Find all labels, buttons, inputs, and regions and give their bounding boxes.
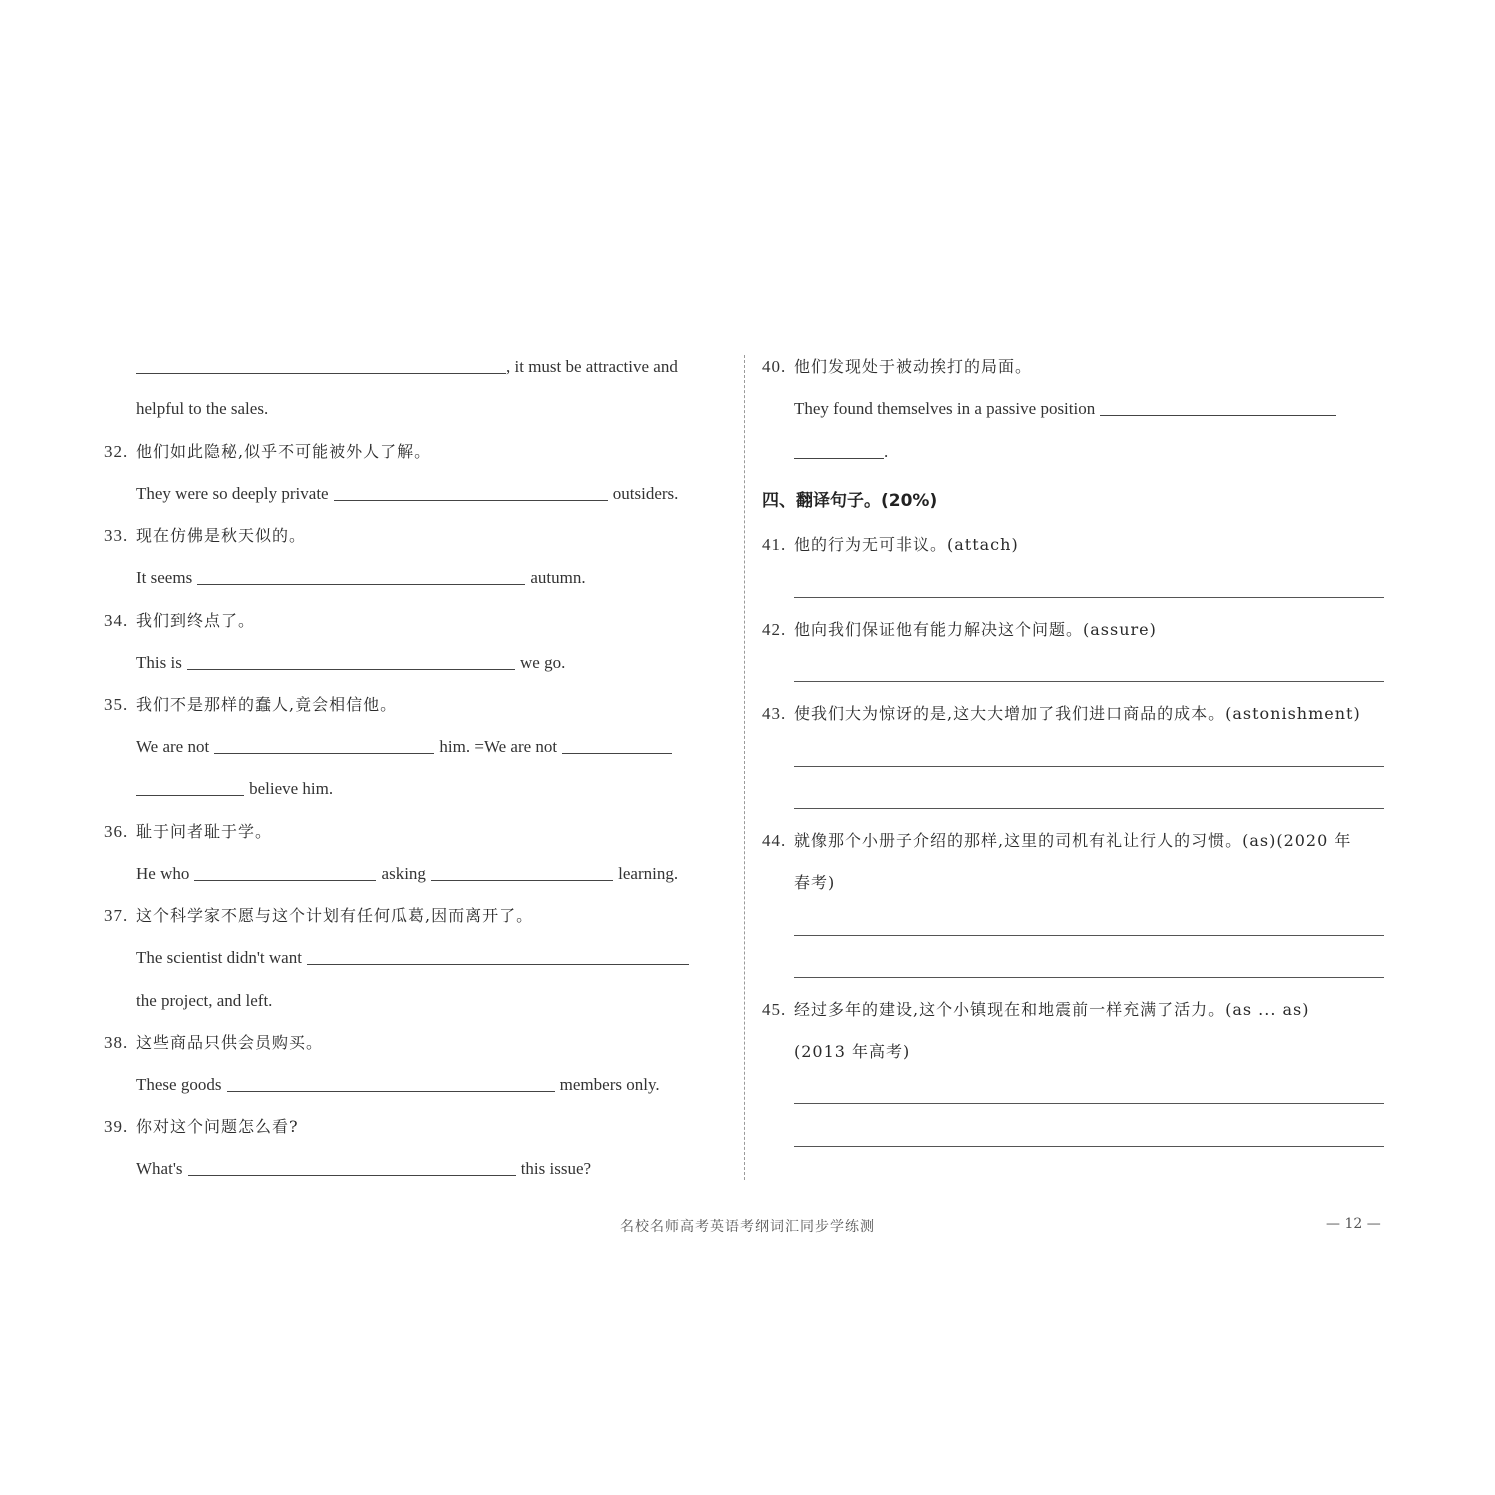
question-32-chinese: 32. 他们如此隐秘,似乎不可能被外人了解。 bbox=[104, 442, 432, 461]
answer-line[interactable] bbox=[794, 766, 1384, 767]
answer-blank[interactable] bbox=[431, 864, 613, 881]
answer-line[interactable] bbox=[794, 1146, 1384, 1147]
answer-blank[interactable] bbox=[136, 779, 244, 796]
answer-line[interactable] bbox=[794, 597, 1384, 598]
column-divider bbox=[744, 355, 745, 1180]
question-38-english: These goods members only. bbox=[136, 1075, 660, 1094]
question-44-chinese-line2: 春考) bbox=[794, 873, 836, 892]
question-38-chinese: 38. 这些商品只供会员购买。 bbox=[104, 1033, 324, 1052]
answer-line[interactable] bbox=[794, 1103, 1384, 1104]
question-35-english: We are not him. =We are not bbox=[136, 736, 672, 758]
question-40-english-line2: . bbox=[794, 441, 888, 463]
answer-blank[interactable] bbox=[194, 864, 376, 881]
answer-blank[interactable] bbox=[197, 568, 525, 585]
question-35-chinese: 35. 我们不是那样的蠢人,竟会相信他。 bbox=[104, 695, 398, 714]
q31-continuation-line2: helpful to the sales. bbox=[136, 399, 269, 418]
q31-continuation: , it must be attractive and bbox=[136, 356, 678, 378]
question-34-english: This is we go. bbox=[136, 653, 566, 672]
question-44-chinese: 44. 就像那个小册子介绍的那样,这里的司机有礼让行人的习惯。(as)(2020 年 bbox=[762, 831, 1352, 850]
question-37-chinese: 37. 这个科学家不愿与这个计划有任何瓜葛,因而离开了。 bbox=[104, 906, 534, 925]
answer-blank[interactable] bbox=[1100, 399, 1336, 416]
section-heading: 四、翻译句子。(20%) bbox=[762, 491, 938, 511]
question-41-chinese: 41. 他的行为无可非议。(attach) bbox=[762, 535, 1019, 554]
answer-blank[interactable] bbox=[214, 737, 434, 754]
answer-blank[interactable] bbox=[187, 653, 515, 670]
question-37-english: The scientist didn't want bbox=[136, 947, 689, 969]
answer-blank[interactable] bbox=[334, 484, 608, 501]
question-43-chinese: 43. 使我们大为惊讶的是,这大大增加了我们进口商品的成本。(astonishment) bbox=[762, 704, 1361, 723]
question-40-english: They found themselves in a passive position bbox=[794, 398, 1336, 420]
question-32-english: They were so deeply private outsiders. bbox=[136, 484, 679, 503]
question-42-chinese: 42. 他向我们保证他有能力解决这个问题。(assure) bbox=[762, 620, 1157, 639]
answer-blank[interactable] bbox=[562, 737, 672, 754]
question-33-chinese: 33. 现在仿佛是秋天似的。 bbox=[104, 526, 307, 545]
question-33-english: It seems autumn. bbox=[136, 568, 586, 587]
answer-blank[interactable] bbox=[307, 948, 689, 965]
question-37-english-line2: the project, and left. bbox=[136, 991, 273, 1010]
answer-line[interactable] bbox=[794, 681, 1384, 682]
answer-blank[interactable] bbox=[227, 1075, 555, 1092]
answer-blank[interactable] bbox=[136, 357, 506, 374]
question-36-chinese: 36. 耻于问者耻于学。 bbox=[104, 822, 273, 841]
question-40-chinese: 40. 他们发现处于被动挨打的局面。 bbox=[762, 357, 1033, 376]
answer-line[interactable] bbox=[794, 808, 1384, 809]
question-39-english: What's this issue? bbox=[136, 1159, 592, 1178]
answer-blank[interactable] bbox=[188, 1159, 516, 1176]
answer-blank[interactable] bbox=[794, 442, 884, 459]
question-45-chinese: 45. 经过多年的建设,这个小镇现在和地震前一样充满了活力。(as ... as) bbox=[762, 1000, 1310, 1019]
answer-line[interactable] bbox=[794, 977, 1384, 978]
footer-book-title: 名校名师高考英语考纲词汇同步学练测 bbox=[620, 1219, 875, 1235]
question-39-chinese: 39. 你对这个问题怎么看? bbox=[104, 1117, 299, 1136]
page-number: — 12 — bbox=[1326, 1216, 1381, 1232]
question-35-english-line2: believe him. bbox=[136, 778, 333, 800]
answer-line[interactable] bbox=[794, 935, 1384, 936]
question-45-chinese-line2: (2013 年高考) bbox=[794, 1042, 911, 1061]
question-36-english: He who asking learning. bbox=[136, 864, 679, 883]
question-34-chinese: 34. 我们到终点了。 bbox=[104, 611, 256, 630]
